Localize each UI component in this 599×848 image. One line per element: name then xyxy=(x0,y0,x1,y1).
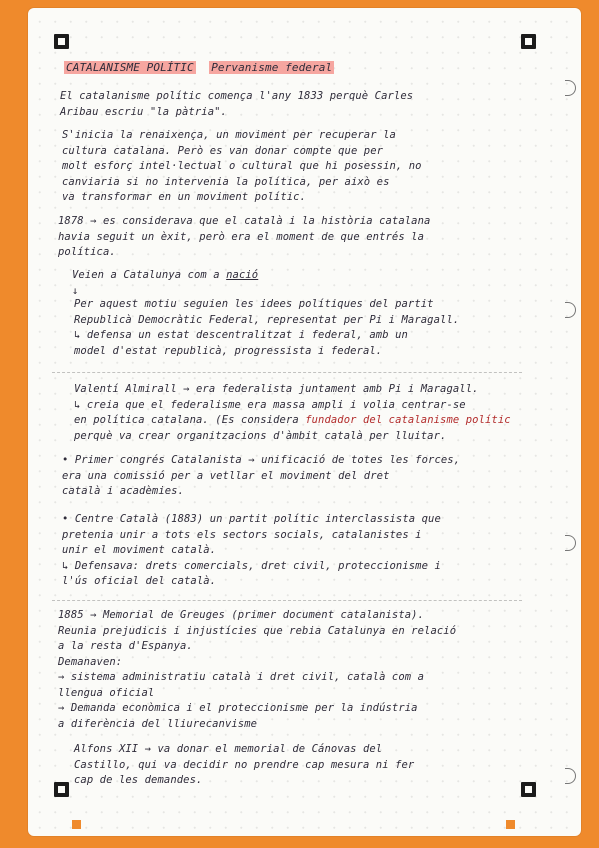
text-line: Alfons XII → va donar el memorial de Cánovas del xyxy=(74,743,383,755)
text-line: català i acadèmies. xyxy=(62,485,185,497)
pi-maragall-paragraph xyxy=(74,297,459,359)
page-title xyxy=(64,60,334,76)
text-line xyxy=(72,268,258,284)
nacio-word: nació xyxy=(226,269,259,281)
page-tab-marker xyxy=(506,820,515,829)
text-line: cultura catalana. Però es van donar compte que per xyxy=(62,144,384,157)
text-line: ↳ Defensava: drets comercials, dret civil, proteccionisme i xyxy=(62,559,441,572)
text-line: Aribau escriu "la pàtria". xyxy=(60,105,227,118)
title-main: CATALANISME POLÍTIC xyxy=(66,61,194,74)
almirall-l4a: perquè va crear organitzacions d'àmbit català xyxy=(74,429,370,442)
text-line: → sistema administratiu català i dret civil, català com a xyxy=(58,671,425,683)
almirall-paragraph xyxy=(74,382,511,444)
almirall-l3a: en política catalana. (Es considera xyxy=(74,414,306,426)
down-arrow-icon: ↓ xyxy=(72,284,79,297)
text-line: a la resta d'Espanya. xyxy=(58,640,193,652)
corner-marker-bottom-left xyxy=(54,782,69,797)
text-line: Reunia prejudicis i injustícies que rebia Catalunya en relació xyxy=(58,624,457,637)
text-line: molt esforç intel·lectual o cultural que hi posessin, no xyxy=(62,160,422,172)
text-line: Demanaven: xyxy=(58,655,123,668)
text-line: → Demanda econòmica i el proteccionisme per la indústria xyxy=(58,702,418,714)
text-line: Valentí Almirall → era federalista juntament amb Pi i Maragall. xyxy=(74,383,479,395)
text-line: S'inicia la renaixença, un moviment per recuperar la xyxy=(62,129,396,141)
memorial-paragraph xyxy=(58,608,456,732)
section-divider xyxy=(52,600,522,601)
alfons-paragraph xyxy=(74,742,414,789)
text-line: Castillo, qui va decidir no prendre cap mesura ni fer xyxy=(74,758,415,771)
binder-ring-icon xyxy=(565,80,576,96)
renaixenca-paragraph xyxy=(62,128,422,206)
corner-marker-bottom-right xyxy=(521,782,536,797)
text-line: 1878 → es considerava que el català i la història catalana xyxy=(58,215,431,227)
nacio-lead: Veien a Catalunya com a xyxy=(72,269,227,281)
paragraph-1878 xyxy=(58,214,430,261)
text-line: cap de les demandes. xyxy=(74,774,203,786)
text-line: 1885 → Memorial de Greuges (primer document catalanista). xyxy=(58,609,425,621)
text-line: • Primer congrés Catalanista → unificació de totes les forces, xyxy=(62,454,461,466)
text-line: l'ús oficial del català. xyxy=(62,575,217,587)
text-line: va transformar en un moviment polític. xyxy=(62,191,307,203)
text-line: a diferència del lliurecanvisme xyxy=(58,717,258,730)
binder-ring-icon xyxy=(565,768,576,784)
corner-marker-top-right xyxy=(521,34,536,49)
almirall-founder-text: fundador del catalanisme polític xyxy=(305,414,511,426)
primer-congres-paragraph xyxy=(62,453,460,500)
text-line: ↳ defensa un estat descentralitzat i federal, amb un xyxy=(74,329,408,341)
text-line xyxy=(74,413,511,429)
text-line: llengua oficial xyxy=(58,686,155,699)
intro-paragraph xyxy=(60,89,413,120)
text-line: era una comissió per a vetllar el moviment del dret xyxy=(62,469,390,482)
text-line: canviaria si no intervenia la política, per això es xyxy=(62,175,390,188)
centre-catala-paragraph xyxy=(62,512,441,590)
text-line: pretenia unir a tots els sectors socials, catalanistes i xyxy=(62,528,422,541)
text-line: ↳ creia que el federalisme era massa ampli i volia centrar-se xyxy=(74,398,466,411)
corner-marker-top-left xyxy=(54,34,69,49)
text-line: política. xyxy=(58,246,116,258)
section-divider xyxy=(52,372,522,373)
text-line xyxy=(74,429,511,445)
page-tab-marker xyxy=(72,820,81,829)
text-line: • Centre Català (1883) un partit polític interclassista que xyxy=(62,513,441,525)
text-line: Republicà Democràtic Federal, representat per Pi i Maragall. xyxy=(74,313,460,326)
text-line: Per aquest motiu seguien les idees polítiques del partit xyxy=(74,298,434,310)
text-line: model d'estat republicà, progressista i federal. xyxy=(74,344,383,357)
text-line: El catalanisme polític comença l'any 1833 perquè Carles xyxy=(60,90,414,102)
binder-ring-icon xyxy=(565,535,576,551)
nacio-line xyxy=(72,268,258,299)
text-line: havia seguit un èxit, però era el moment de que entrés la xyxy=(58,230,425,243)
title-sub: Pervanisme federal xyxy=(211,61,333,74)
binder-ring-icon xyxy=(565,302,576,318)
text-line: unir el moviment català. xyxy=(62,544,217,556)
almirall-l4b: per lluitar. xyxy=(369,429,447,442)
